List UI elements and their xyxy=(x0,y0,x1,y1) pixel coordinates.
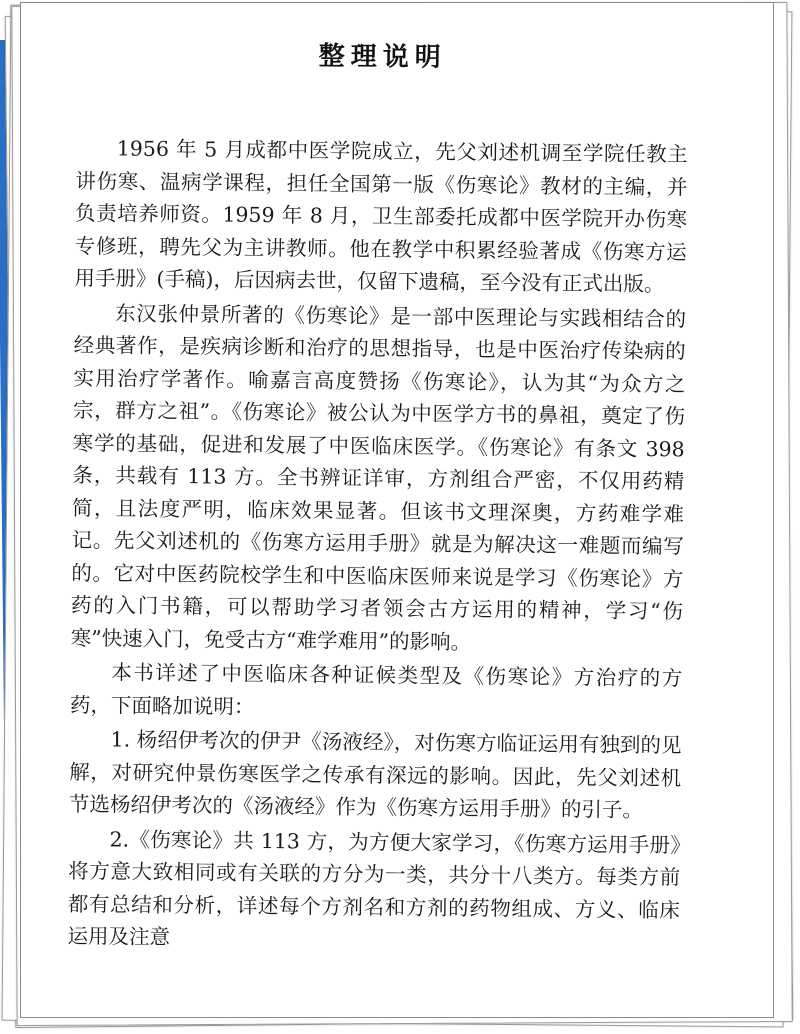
document-page xyxy=(20,2,774,1018)
page-title: 整理说明 xyxy=(318,41,447,73)
paragraph: 东汉张仲景所著的《伤寒论》是一部中医理论与实践相结合的经典著作，是疾病诊断和治疗的思想指导，也是中医治疗传染病的实用治疗学著作。喻嘉言高度赞扬《伤寒论》，认为其“为众方之宗，群方之祖”。《伤寒论》被公认为中医学方书的鼻祖，奠定了伤寒学的基础，促进和发展了中医临床医学。《伤寒论》有条文 398 条，共载有 113 方。全书辨证详审，方剂组合严密，不仅用药精简，且法度严明，临床效果显著。但该书文理深奥，方药难学难记。先父刘述机的《伤寒方运用手册》就是为解决这一难题而编写的。它对中医药院校学生和中医临床医师来说是学习《伤寒论》方药的入门书籍，可以帮助学习者领会古方运用的精神，学习“伤寒”快速入门，免受古方“难学难用”的影响。 xyxy=(70,300,687,654)
paragraph: 1956 年 5 月成都中医学院成立，先父刘述机调至学院任教主讲伤寒、温病学课程，担任全国第一版《伤寒论》教材的主编，并负责培养师资。1959 年 8 月，卫生部委托成都中医学院开办伤寒专修班，聘先父为主讲教师。他在教学中积累经验著成《伤寒方运用手册》(手稿)，后因病去世，仅留下遗稿，至今没有正式出版。 xyxy=(74,136,688,297)
paragraph: 本书详述了中医临床各种证候类型及《伤寒论》方治疗的方药，下面略加说明： xyxy=(69,660,683,719)
paragraph: 2.《伤寒论》共 113 方，为方便大家学习，《伤寒方运用手册》将方意大致相同或有关联的方分为一类，共分十八类方。每类方前都有总结和分析，详述每个方剂名和方剂的药物组成、方义、临床运用及注意 xyxy=(67,826,681,950)
page-content xyxy=(67,33,689,961)
paragraph: 1. 杨绍伊考次的伊尹《汤液经》，对伤寒方临证运用有独到的见解，对研究仲景伤寒医学之传承有深远的影响。因此，先父刘述机节选杨绍伊考次的《汤液经》作为《伤寒方运用手册》的引子。 xyxy=(68,727,682,822)
